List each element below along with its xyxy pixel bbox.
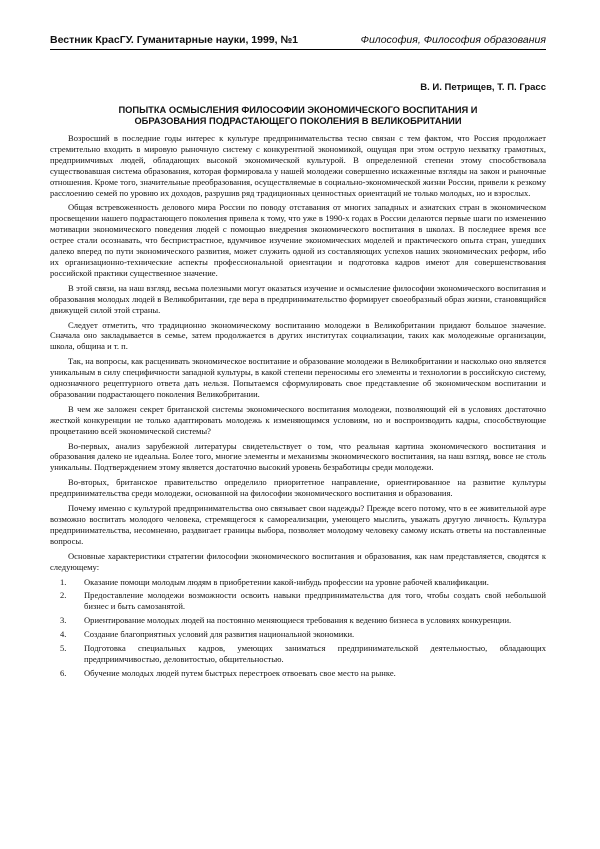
paragraph: В чем же заложен секрет британской системы экономического воспитания молодежи, позволяющий ей в условиях достаточно жесткой конкуренции не только адаптировать молодежь к изменяющимся условиям, но и воспроизводить кадры, способствующие процветанию всей экономической системы? [50,403,546,436]
paragraph: Во-вторых, британское правительство определило приоритетное направление, ориентированное на развитие культуры предпринимательства среди молодежи, основанной на философии экономического воспитания и образования. [50,477,546,499]
running-header [50,34,546,50]
paragraph: Так, на вопросы, как расценивать экономическое воспитание и образование молодежи в Великобритании и насколько оно является уникальным в силу специфичности западной культуры, в какой степени переносимы его элементы и технологии в российскую систему, однозначного рецептурного ответа дать нельзя. Попытаемся сформулировать свое представление об экономическом воспитании и образовании подрастающего поколения Великобритании. [50,356,546,399]
paragraph: Основные характеристики стратегии философии экономического воспитания и образования, как нам представляется, сводятся к следующему: [50,550,546,572]
article-body [50,133,546,679]
paragraph: Почему именно с культурой предпринимательства оно связывает свои надежды? Прежде всего потому, что в ее живительной ауре возможно воспитать молодого человека, стремящегося к самореализации, умеющего мыслить, уважать другую личность. Культура предпринимательства, несомненно, раздвигает границы выбора, позволяет молодому человеку самому искать ответы на поставленные вопросы. [50,503,546,546]
list-number: 3. [60,615,67,626]
journal-name: Вестник КрасГУ. Гуманитарные науки, 1999, №1 [50,34,299,46]
list-item [50,668,546,679]
list-text: Ориентирование молодых людей на постоянно меняющиеся требования к ведению бизнеса в условиях конкуренции. [84,615,512,626]
list-text: Предоставление молодежи возможности освоить навыки предпринимательства для того, чтобы создать свой небольшой бизнес и быть самозанятой. [84,590,546,612]
paragraph: Следует отметить, что традиционно экономическому воспитанию молодежи в Великобритании придают большое значение. Сначала оно закладывается в семье, затем продолжается в других институтах социализации, таких как молодежные организации, школа, община и т. п. [50,319,546,352]
list-text: Оказание помощи молодым людям в приобретении какой-нибудь профессии на уровне рабочей квалификации. [84,576,489,587]
paragraph: В этой связи, на наш взгляд, весьма полезными могут оказаться изучение и осмысление философии экономического воспитания и образования молодых людей в Великобритании, где вера в предпринимательство формирует своеобразный образ жизни, становящийся движущей силой этой страны. [50,282,546,315]
list-item [50,615,546,626]
title-line-2: ОБРАЗОВАНИЯ ПОДРАСТАЮЩЕГО ПОКОЛЕНИЯ В ВЕЛИКОБРИТАНИИ [134,116,462,126]
list-number: 5. [60,643,67,654]
list-text: Подготовка специальных кадров, умеющих заниматься предпринимательской деятельностью, обладающих предприимчивостью, деловитостью, общительностью. [84,643,546,664]
paragraph: Во-первых, анализ зарубежной литературы свидетельствует о том, что реальная картина экономического воспитания и образования далеко не идеальна. Более того, многие элементы и механизмы экономического воспитания, на наш взгляд, вовсе не столь уникальны. Подтверждением этому является достаточно высокий уровень безработицы среди молодежи. [50,440,546,473]
list-number: 6. [60,667,67,678]
list-item [50,590,546,612]
list-item [50,577,546,588]
page [50,34,546,682]
list-number: 2. [60,590,67,601]
title-line-1: ПОПЫТКА ОСМЫСЛЕНИЯ ФИЛОСОФИИ ЭКОНОМИЧЕСКОГО ВОСПИТАНИЯ И [118,105,478,115]
list-number: 4. [60,629,67,640]
paragraph: Общая встревоженность делового мира России по поводу отставания от многих западных и азиатских стран в экономическом просвещении нашего подрастающего поколения привела к тому, что уже в 1990-х годах в России делаются первые шаги по изменению мотивации экономического поведения людей с помощью внедрения экономического воспитания в школах. В последнее время все острее стали осознавать, что беспристрастное, вдумчивое изучение экономических моделей и практического опыта стран, ушедших далеко вперед по пути экономического развития, может служить одной из составляющих успехов наших экономических реформ, ибо их организационно-технические аспекты профессиональной ориентации и подготовка кадров имеют для совершенствования российской практики существенное значение. [50,202,546,278]
list-item [50,643,546,665]
strategy-list [50,577,546,679]
list-text: Создание благоприятных условий для развития национальной экономики. [84,629,355,640]
section-name: Философия, Философия образования [360,34,546,46]
paragraph: Возросший в последние годы интерес к культуре предпринимательства тесно связан с тем фактом, что Россия продолжает стремительно входить в мировую рыночную систему с конкурентной экономикой, ощущая при этом острую нехватку грамотных, предприимчивых людей, обладающих высокой экономической культурой. В определенной степени этому способствовала существовавшая система образования, которая формировала у нашей молодежи совершенно искаженные взгляды на закон и рыночные отношения. Кроме того, значительные преобразования, осуществляемые в социально-экономической жизни России, привели к резкому расслоению семей по уровню их доходов, разрушив ряд традиционных ценностных ориентаций не только молодых, но и взрослых. [50,133,546,198]
list-item [50,629,546,640]
article-authors: В. И. Петрищев, Т. П. Грасс [420,82,546,93]
list-text: Обучение молодых людей путем быстрых перестроек отвоевать свое место на рынке. [84,667,396,678]
article-title [50,105,546,127]
list-number: 1. [60,576,67,587]
